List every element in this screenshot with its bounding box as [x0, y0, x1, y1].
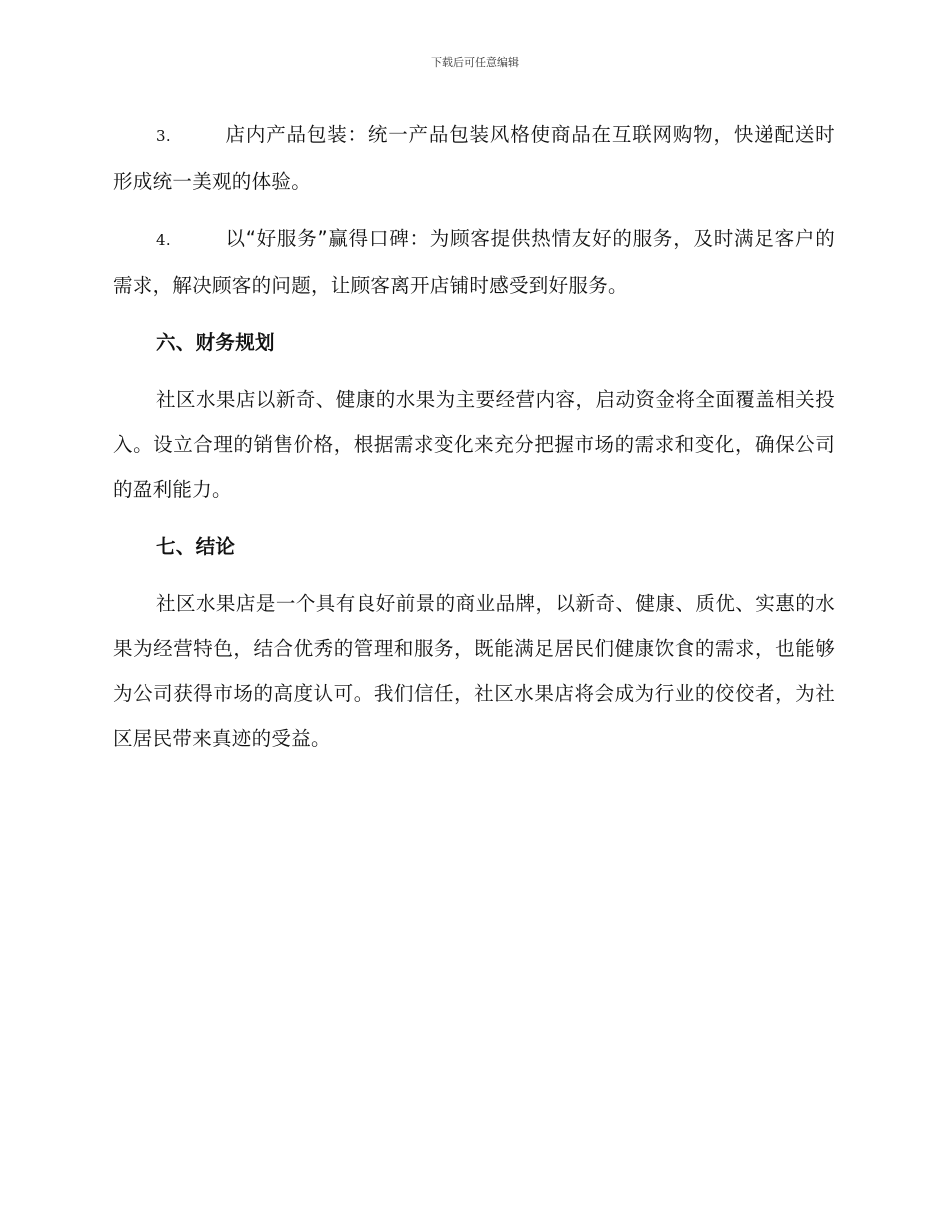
list-number: 4.	[156, 231, 171, 249]
header-note: 下载后可任意编辑	[431, 56, 519, 69]
document-body	[113, 112, 835, 773]
section-heading-conclusion: 七、结论	[156, 535, 236, 558]
list-number: 3.	[156, 127, 171, 145]
section-heading-finance: 六、财务规划	[156, 331, 275, 354]
list-item-3	[113, 112, 835, 204]
section-paragraph-conclusion: 社区水果店是一个具有良好前景的商业品牌，以新奇、健康、质优、实惠的水果为经营特色，结合优秀的管理和服务，既能满足居民们健康饮食的需求，也能够为公司获得市场的高度认可。我们信任，社区水果店将会成为行业的佼佼者，为社区居民带来真迹的受益。	[113, 592, 835, 750]
list-item-text: 店内产品包装：统一产品包装风格使商品在互联网购物，快递配送时形成统一美观的体验。	[113, 123, 835, 193]
section-paragraph-finance: 社区水果店以新奇、健康的水果为主要经营内容，启动资金将全面覆盖相关投入。设立合理的销售价格，根据需求变化来充分把握市场的需求和变化，确保公司的盈利能力。	[113, 388, 835, 501]
list-item-text: 以“好服务”赢得口碑：为顾客提供热情友好的服务，及时满足客户的需求，解决顾客的问题，让顾客离开店铺时感受到好服务。	[113, 227, 835, 297]
list-item-4	[113, 216, 835, 308]
